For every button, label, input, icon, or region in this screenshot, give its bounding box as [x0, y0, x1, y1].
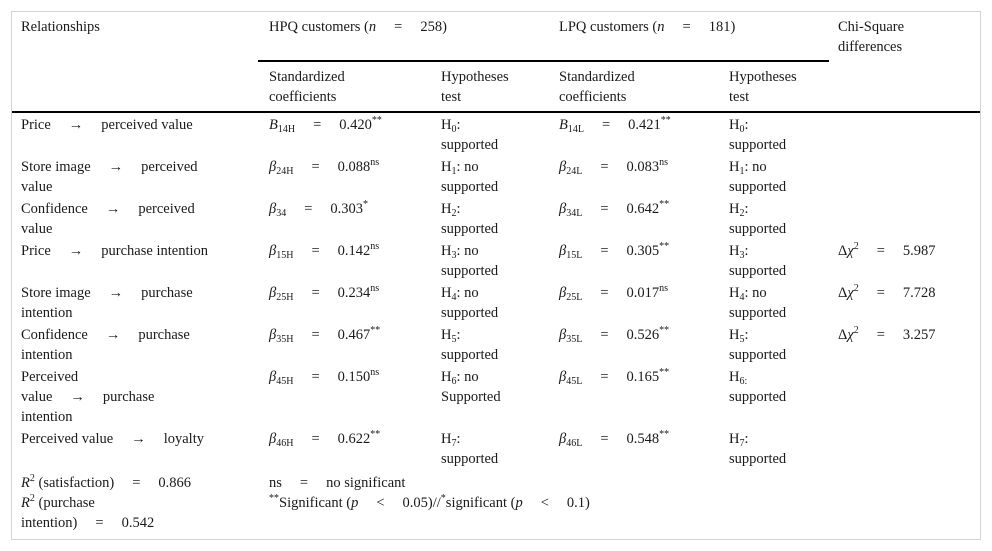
row-7-lpq-hypothesis: $H_{6:}$ supported: [729, 369, 787, 405]
footer-r2-satisfaction: $R^2$ (satisfaction) = 0.866: [21, 473, 191, 491]
row-4-lpq-coefficient: $\beta_{15L} = 0.305^{**}$: [559, 241, 670, 261]
row-4-chi-square: $\Delta\chi^2 = 5.987$: [838, 241, 936, 259]
row-1-hpq-hypothesis: $H_0$: supported: [441, 117, 499, 153]
row-2-lpq-coefficient: $\beta_{24L} = 0.083^{ns}$: [559, 157, 669, 177]
row-5-hpq-coefficient: $\beta_{25H} = 0.234^{ns}$: [269, 283, 380, 303]
row-3-hpq-coefficient: $\beta_{34} = 0.303^*$: [269, 199, 369, 219]
footer-significance-note: **Significant (p < 0.05)//*significant (p < 0.1): [269, 493, 590, 511]
row-4-relationship: Price → purchase intention: [21, 243, 209, 259]
header-lpq-coefficients: Standardized coefficients: [559, 69, 635, 105]
row-3-lpq-coefficient: $\beta_{34L} = 0.642^{**}$: [559, 199, 670, 219]
row-5-relationship: Store image → purchase intention: [21, 285, 193, 321]
row-8-hpq-hypothesis: $H_7$: supported: [441, 431, 499, 467]
row-8-lpq-coefficient: $\beta_{46L} = 0.548^{**}$: [559, 429, 670, 449]
header-chi-square: Chi-Square differences: [838, 19, 905, 55]
header-relationships: Relationships: [21, 19, 100, 35]
row-2-hpq-hypothesis: $H_1$: no supported: [441, 159, 499, 195]
row-6-chi-square: $\Delta\chi^2 = 3.257$: [838, 325, 936, 343]
footer-r2-purchase-intention: $R^2$ (purchase intention) = 0.542: [21, 493, 155, 531]
row-7-lpq-coefficient: $\beta_{45L} = 0.165^{**}$: [559, 367, 670, 387]
header-lpq-hypotheses: Hypotheses test: [729, 69, 797, 105]
row-5-lpq-coefficient: $\beta_{25L} = 0.017^{ns}$: [559, 283, 669, 303]
row-3-hpq-hypothesis: $H_2$: supported: [441, 201, 499, 237]
row-6-lpq-coefficient: $\beta_{35L} = 0.526^{**}$: [559, 325, 670, 345]
row-8-lpq-hypothesis: $H_7$: supported: [729, 431, 787, 467]
row-6-hpq-coefficient: $\beta_{35H} = 0.467^{**}$: [269, 325, 381, 345]
row-8-relationship: Perceived value → loyalty: [21, 431, 204, 447]
row-2-lpq-hypothesis: $H_1$: no supported: [729, 159, 787, 195]
row-6-relationship: Confidence → purchase intention: [21, 327, 190, 363]
row-4-lpq-hypothesis: $H_3$: supported: [729, 243, 787, 279]
row-7-hpq-coefficient: $\beta_{45H} = 0.150^{ns}$: [269, 367, 380, 387]
header-rule-hpq-lpq: [258, 60, 829, 62]
row-1-hpq-coefficient: $B_{14H} = 0.420^{**}$: [269, 115, 382, 135]
header-hpq-coefficients: Standardized coefficients: [269, 69, 345, 105]
row-2-hpq-coefficient: $\beta_{24H} = 0.088^{ns}$: [269, 157, 380, 177]
header-lpq: LPQ customers (n = 181): [559, 19, 736, 35]
footer-ns-note: ns = no significant: [269, 475, 406, 491]
row-4-hpq-coefficient: $\beta_{15H} = 0.142^{ns}$: [269, 241, 380, 261]
row-8-hpq-coefficient: $\beta_{46H} = 0.622^{**}$: [269, 429, 381, 449]
header-rule-bottom: [12, 111, 980, 113]
row-4-hpq-hypothesis: $H_3$: no supported: [441, 243, 499, 279]
row-5-chi-square: $\Delta\chi^2 = 7.728$: [838, 283, 936, 301]
row-3-lpq-hypothesis: $H_2$: supported: [729, 201, 787, 237]
row-2-relationship: Store image → perceived value: [21, 159, 198, 195]
row-6-lpq-hypothesis: $H_5$: supported: [729, 327, 787, 363]
row-3-relationship: Confidence → perceived value: [21, 201, 195, 237]
row-5-hpq-hypothesis: $H_4$: no supported: [441, 285, 499, 321]
row-1-lpq-coefficient: $B_{14L} = 0.421^{**}$: [559, 115, 671, 135]
row-5-lpq-hypothesis: $H_4$: no supported: [729, 285, 787, 321]
row-7-relationship: Perceived value → purchase intention: [21, 369, 155, 425]
header-hpq: HPQ customers (n = 258): [269, 19, 447, 35]
row-7-hpq-hypothesis: $H_6$: no Supported: [441, 369, 501, 405]
row-1-lpq-hypothesis: $H_0$: supported: [729, 117, 787, 153]
row-6-hpq-hypothesis: $H_5$: supported: [441, 327, 499, 363]
header-hpq-hypotheses: Hypotheses test: [441, 69, 509, 105]
row-1-relationship: Price → perceived value: [21, 117, 193, 133]
